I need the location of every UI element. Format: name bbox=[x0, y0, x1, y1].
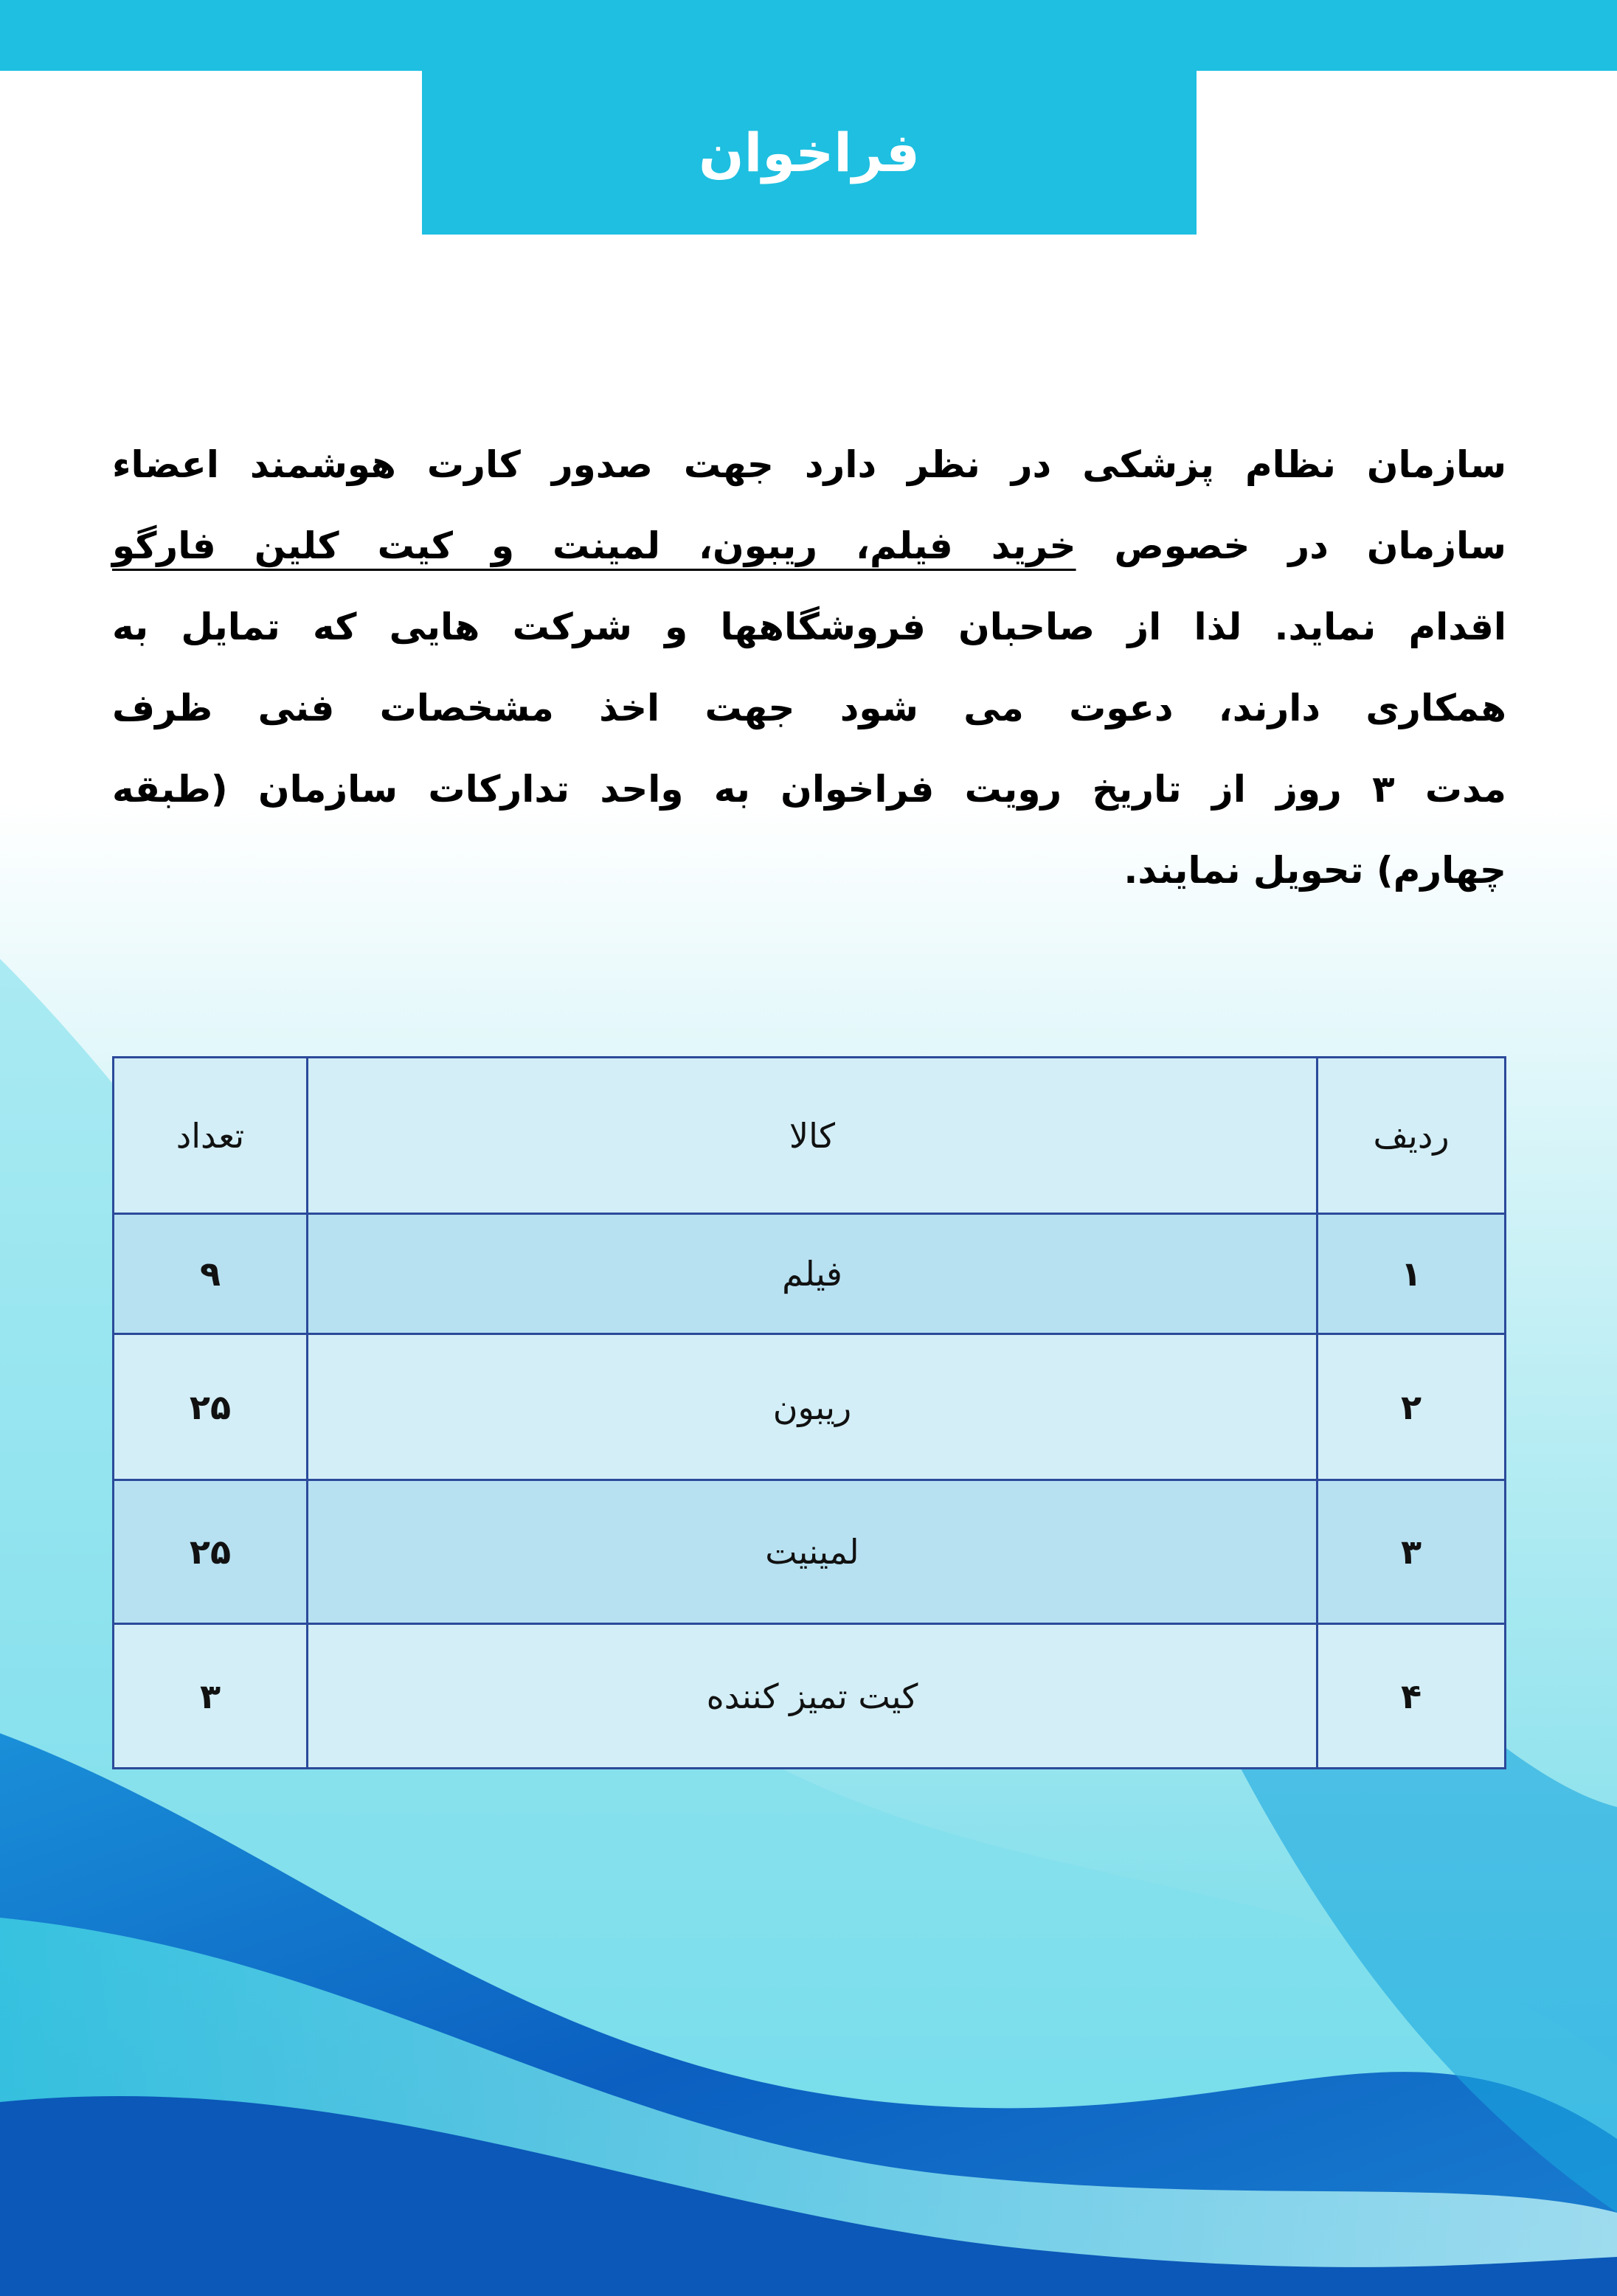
paragraph-line: چهارم) تحویل نمایند. bbox=[1123, 849, 1506, 892]
item-quantity: ۳ bbox=[114, 1624, 308, 1769]
header-quantity: تعداد bbox=[114, 1058, 308, 1214]
paragraph-line: مدت ۳ روز از تاریخ رویت فراخوان به واحد تدارکات سازمان (طبقه bbox=[112, 768, 1506, 811]
paragraph-line: همکاری دارند، دعوت می شود جهت اخذ مشخصات فنی ظرف bbox=[112, 687, 1506, 729]
underlined-items: خرید فیلم، ریبون، لمینت و کیت کلین فارگو bbox=[112, 524, 1076, 567]
header-row-number: ردیف bbox=[1318, 1058, 1506, 1214]
items-table bbox=[112, 1056, 1506, 1769]
table-header-row bbox=[114, 1058, 1506, 1214]
item-quantity: ۲۵ bbox=[114, 1334, 308, 1480]
table-row bbox=[114, 1480, 1506, 1624]
row-number: ۱ bbox=[1318, 1214, 1506, 1334]
paragraph-line bbox=[112, 505, 1506, 586]
table-row bbox=[114, 1624, 1506, 1769]
paragraph-line: اقدام نماید. لذا از صاحبان فروشگاهها و شرکت هایی که تمایل به bbox=[112, 606, 1506, 648]
paragraph-line: سازمان نظام پزشکی در نظر دارد جهت صدور کارت هوشمند اعضاء bbox=[112, 443, 1506, 486]
item-name: ریبون bbox=[308, 1334, 1318, 1480]
paragraph-text: سازمان در خصوص bbox=[1114, 524, 1506, 567]
table-row bbox=[114, 1334, 1506, 1480]
item-name: کیت تمیز کننده bbox=[308, 1624, 1318, 1769]
item-quantity: ۲۵ bbox=[114, 1480, 308, 1624]
top-banner bbox=[0, 0, 1617, 71]
row-number: ۳ bbox=[1318, 1480, 1506, 1624]
header-item: کالا bbox=[308, 1058, 1318, 1214]
item-quantity: ۹ bbox=[114, 1214, 308, 1334]
table-row bbox=[114, 1214, 1506, 1334]
item-name: فیلم bbox=[308, 1214, 1318, 1334]
announcement-paragraph bbox=[112, 424, 1506, 911]
row-number: ۴ bbox=[1318, 1624, 1506, 1769]
page-title: فراخوان bbox=[699, 122, 920, 184]
title-box bbox=[422, 71, 1197, 235]
item-name: لمینیت bbox=[308, 1480, 1318, 1624]
row-number: ۲ bbox=[1318, 1334, 1506, 1480]
